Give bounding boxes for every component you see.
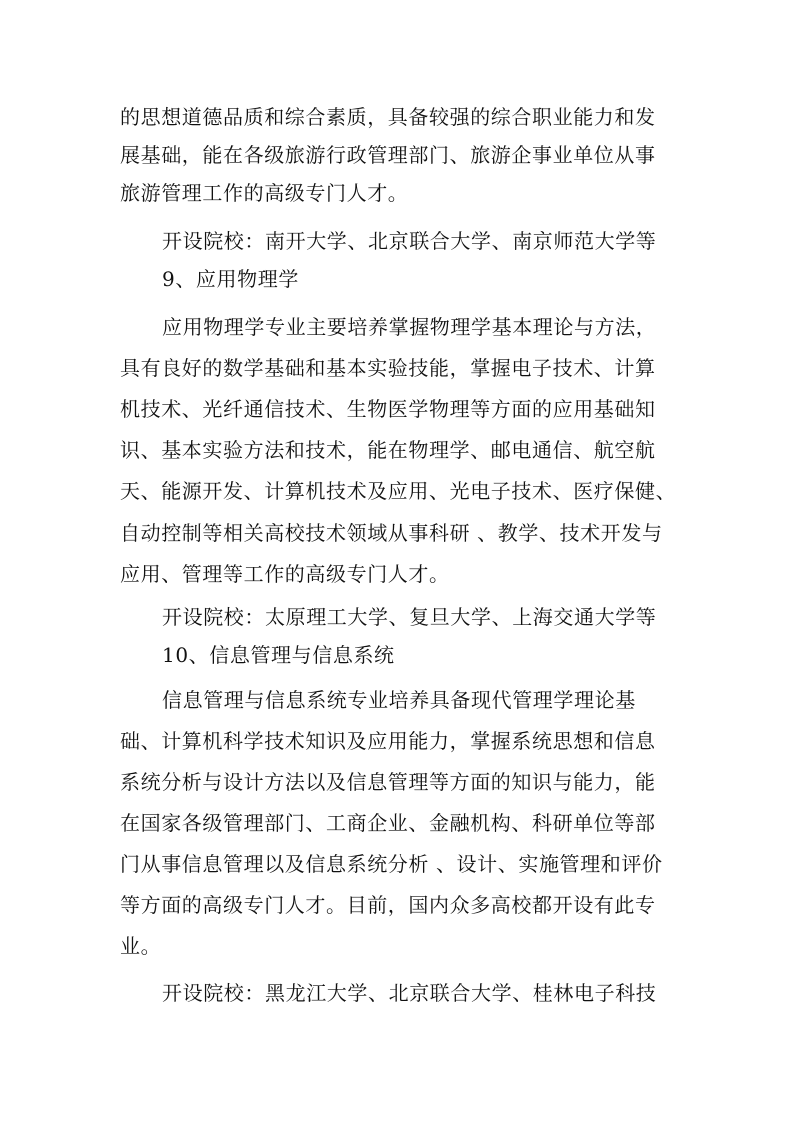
section-heading: 9、应用物理学 [162,267,299,291]
paragraph-line: 等方面的高级专门人才。目前，国内众多高校都开设有此专 [120,893,656,917]
paragraph-line: 展基础，能在各级旅游行政管理部门、旅游企事业单位从事 [120,143,656,167]
paragraph-line: 门从事信息管理以及信息系统分析 、设计、实施管理和评价 [120,852,663,876]
paragraph-line: 旅游管理工作的高级专门人才。 [120,181,409,205]
paragraph-line: 应用物理学专业主要培养掌握物理学基本理论与方法， [162,315,657,339]
paragraph-line: 础、计算机科学技术知识及应用能力，掌握系统思想和信息 [120,729,656,753]
paragraph-line: 系统分析与设计方法以及信息管理等方面的知识与能力，能 [120,770,656,794]
section-heading: 10、信息管理与信息系统 [162,643,395,667]
paragraph-line: 应用、管理等工作的高级专门人才。 [120,562,450,586]
school-list-line: 开设院校：南开大学、北京联合大学、南京师范大学等 [162,229,657,253]
paragraph-line: 的思想道德品质和综合素质，具备较强的综合职业能力和发 [120,105,656,129]
paragraph-line: 机技术、光纤通信技术、生物医学物理等方面的应用基础知 [120,397,656,421]
school-list-line: 开设院校：太原理工大学、复旦大学、上海交通大学等 [162,605,657,629]
school-list-line: 开设院校：黑龙江大学、北京联合大学、桂林电子科技 [162,981,657,1005]
paragraph-line: 自动控制等相关高校技术领域从事科研 、教学、技术开发与 [120,521,663,545]
paragraph-line: 识、基本实验方法和技术，能在物理学、邮电通信、航空航 [120,438,656,462]
paragraph-line: 具有良好的数学基础和基本实验技能，掌握电子技术、计算 [120,356,656,380]
paragraph-line: 在国家各级管理部门、工商企业、金融机构、科研单位等部 [120,811,656,835]
paragraph-line: 天、能源开发、计算机技术及应用、光电子技术、医疗保健、 [120,479,677,503]
paragraph-line: 信息管理与信息系统专业培养具备现代管理学理论基 [162,688,636,712]
paragraph-line: 业。 [120,934,162,958]
